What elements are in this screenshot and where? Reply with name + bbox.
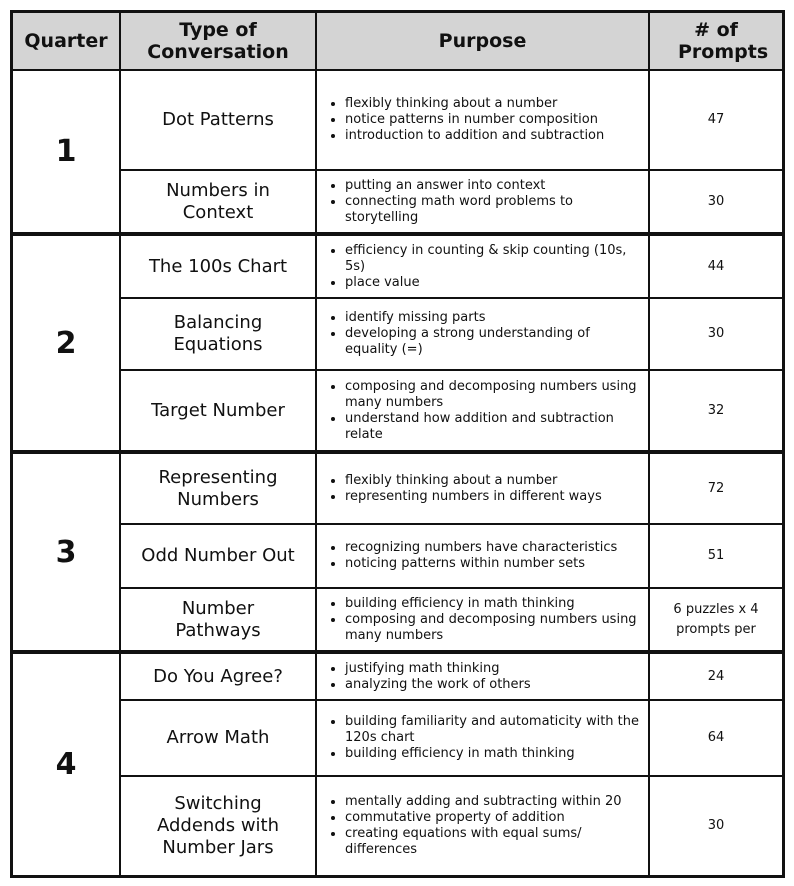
- purpose-cell: [316, 234, 649, 298]
- purpose-item: • flexibly thinking about a number: [345, 96, 642, 112]
- header-row: [12, 12, 783, 70]
- table-body: [12, 70, 783, 876]
- table-row: [12, 524, 783, 588]
- purpose-cell: [316, 700, 649, 776]
- prompt-count-cell: 30: [649, 170, 783, 234]
- conversation-type-cell: Numbers in Context: [120, 170, 316, 234]
- table-row: [12, 370, 783, 452]
- header-prompts: # of Prompts: [649, 12, 783, 70]
- purpose-item: • notice patterns in number composition: [345, 112, 642, 128]
- purpose-list: [317, 592, 648, 648]
- purpose-cell: [316, 298, 649, 370]
- purpose-item: • recognizing numbers have characteristics: [345, 540, 642, 556]
- conversation-type-cell: Odd Number Out: [120, 524, 316, 588]
- purpose-list: [317, 710, 648, 766]
- purpose-item: • efficiency in counting & skip counting (10s, 5s): [345, 243, 642, 275]
- prompt-count-cell: 64: [649, 700, 783, 776]
- purpose-cell: [316, 70, 649, 170]
- purpose-cell: [316, 652, 649, 700]
- purpose-list: [317, 239, 648, 295]
- header-purpose: Purpose: [316, 12, 649, 70]
- table-row: [12, 170, 783, 234]
- purpose-item: • place value: [345, 275, 642, 291]
- purpose-cell: [316, 776, 649, 876]
- purpose-item: • introduction to addition and subtraction: [345, 128, 642, 144]
- purpose-item: • flexibly thinking about a number: [345, 473, 642, 489]
- purpose-item: • identify missing parts: [345, 310, 642, 326]
- table-row: [12, 652, 783, 700]
- prompt-count-cell: 32: [649, 370, 783, 452]
- quarter-cell: 1: [12, 70, 120, 234]
- prompt-count-cell: 6 puzzles x 4 prompts per: [649, 588, 783, 652]
- purpose-list: [317, 375, 648, 447]
- purpose-list: [317, 469, 648, 509]
- conversation-type-cell: Number Pathways: [120, 588, 316, 652]
- quarter-cell: 4: [12, 652, 120, 876]
- conversation-table: [11, 11, 784, 877]
- table-row: [12, 588, 783, 652]
- purpose-item: • building efficiency in math thinking: [345, 746, 642, 762]
- purpose-item: • commutative property of addition: [345, 810, 642, 826]
- purpose-item: • analyzing the work of others: [345, 677, 642, 693]
- purpose-list: [317, 174, 648, 230]
- header-type: Type of Conversation: [120, 12, 316, 70]
- purpose-item: • connecting math word problems to storytelling: [345, 194, 642, 226]
- table-row: [12, 700, 783, 776]
- prompt-count-cell: 44: [649, 234, 783, 298]
- quarter-cell: 2: [12, 234, 120, 452]
- conversation-type-cell: Target Number: [120, 370, 316, 452]
- purpose-item: • composing and decomposing numbers using many numbers: [345, 612, 642, 644]
- table-row: [12, 70, 783, 170]
- purpose-list: [317, 306, 648, 362]
- prompt-count-cell: 30: [649, 776, 783, 876]
- prompt-count-cell: 51: [649, 524, 783, 588]
- purpose-item: • composing and decomposing numbers using many numbers: [345, 379, 642, 411]
- purpose-cell: [316, 452, 649, 524]
- purpose-list: [317, 790, 648, 862]
- header-quarter: Quarter: [12, 12, 120, 70]
- prompt-count-cell: 30: [649, 298, 783, 370]
- purpose-list: [317, 536, 648, 576]
- purpose-item: • representing numbers in different ways: [345, 489, 642, 505]
- purpose-list: [317, 92, 648, 148]
- conversation-type-cell: Switching Addends with Number Jars: [120, 776, 316, 876]
- purpose-item: • justifying math thinking: [345, 661, 642, 677]
- prompt-count-cell: 24: [649, 652, 783, 700]
- prompt-count-cell: 72: [649, 452, 783, 524]
- table-row: [12, 234, 783, 298]
- purpose-cell: [316, 588, 649, 652]
- purpose-item: • noticing patterns within number sets: [345, 556, 642, 572]
- purpose-list: [317, 657, 648, 697]
- table-row: [12, 452, 783, 524]
- table-row: [12, 776, 783, 876]
- purpose-item: • developing a strong understanding of equality (=): [345, 326, 642, 358]
- purpose-cell: [316, 524, 649, 588]
- conversation-type-cell: Do You Agree?: [120, 652, 316, 700]
- quarter-cell: 3: [12, 452, 120, 652]
- purpose-item: • putting an answer into context: [345, 178, 642, 194]
- table-row: [12, 298, 783, 370]
- conversation-type-cell: Arrow Math: [120, 700, 316, 776]
- purpose-item: • building efficiency in math thinking: [345, 596, 642, 612]
- purpose-cell: [316, 170, 649, 234]
- purpose-cell: [316, 370, 649, 452]
- conversation-type-cell: Representing Numbers: [120, 452, 316, 524]
- purpose-item: • mentally adding and subtracting within 20: [345, 794, 642, 810]
- purpose-item: • building familiarity and automaticity with the 120s chart: [345, 714, 642, 746]
- conversation-type-cell: Balancing Equations: [120, 298, 316, 370]
- purpose-item: • understand how addition and subtraction relate: [345, 411, 642, 443]
- conversation-type-cell: The 100s Chart: [120, 234, 316, 298]
- conversation-type-cell: Dot Patterns: [120, 70, 316, 170]
- prompt-count-cell: 47: [649, 70, 783, 170]
- purpose-item: • creating equations with equal sums/ differences: [345, 826, 642, 858]
